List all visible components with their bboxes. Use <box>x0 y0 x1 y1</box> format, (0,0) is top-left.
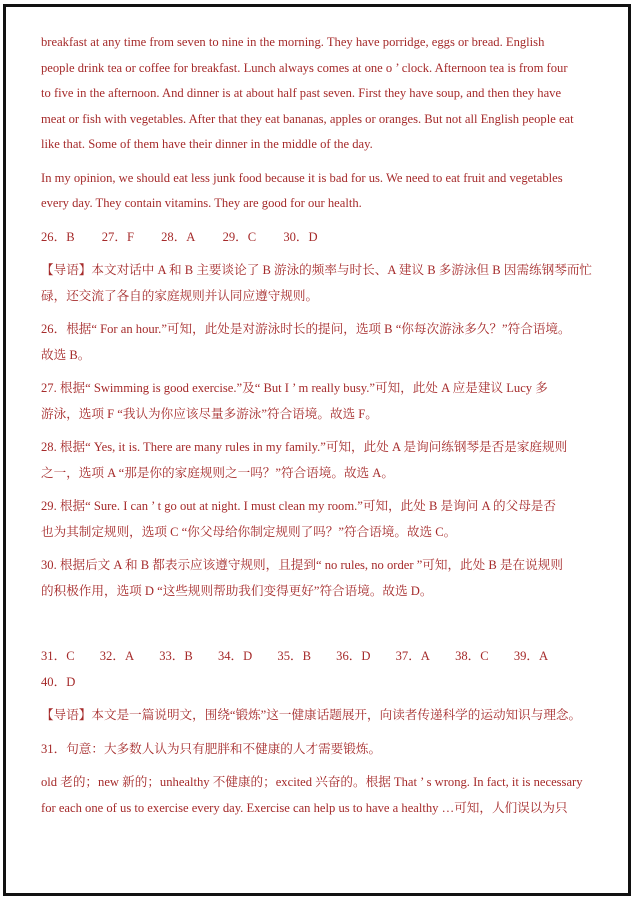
answer-item: 34．D <box>217 649 253 663</box>
document-body <box>41 30 609 821</box>
explanation-26 <box>41 317 609 368</box>
text-line: like that. Some of them have their dinner in the middle of the day. <box>41 137 373 151</box>
answer-item: 29．C <box>222 229 257 244</box>
text-line: 的积极作用，选项 D “这些规则帮助我们变得更好”符合语境。故选 D。 <box>41 583 433 598</box>
explanation-29 <box>41 494 609 545</box>
text-line: 游泳，选项 F “我认为你应该尽量多游泳”符合语境。故选 F。 <box>41 406 378 421</box>
text-line: for each one of us to exercise every day. Exercise can help us to have a healthy …可知，人们误以为只 <box>41 800 568 815</box>
answer-item: 39．A <box>513 649 549 663</box>
explanation-31 <box>41 770 609 821</box>
text-line: 28. 根据“ Yes, it is. There are many rules in my family.”可知，此处 A 是询问练钢琴是否是家庭规则 <box>41 440 568 454</box>
text-line: every day. They contain vitamins. They are good for our health. <box>41 196 362 210</box>
answer-item: 30．D <box>283 229 318 244</box>
answer-item: 31．C <box>41 649 75 663</box>
text-line: 27. 根据“ Swimming is good exercise.”及“ But I ’ m really busy.”可知，此处 A 应是建议 Lucy 多 <box>41 381 548 395</box>
text-line: meat or fish with vegetables. After that they eat bananas, apples or oranges. But not all English people eat <box>41 111 574 126</box>
answer-item: 33．B <box>159 649 193 663</box>
text-line: 碌，还交流了各自的家庭规则并认同应遵守规则。 <box>41 288 319 303</box>
answer-item: 40．D <box>41 674 76 689</box>
text-line: 【导语】本文对话中 A 和 B 主要谈论了 B 游泳的频率与时长、A 建议 B 多游泳但 B 因需练钢琴而忙 <box>41 263 593 277</box>
answer-item: 38．C <box>455 649 489 663</box>
explanation-27 <box>41 376 609 427</box>
text-line: 【导语】本文是一篇说明文，围绕“锻炼”这一健康话题展开，向读者传递科学的运动知识与理念。 <box>41 708 582 722</box>
text-line: 29. 根据“ Sure. I can ’ t go out at night. I must clean my room.”可知，此处 B 是询问 A 的父母是否 <box>41 499 556 513</box>
answer-key-26-30 <box>41 225 609 251</box>
text-line: to five in the afternoon. And dinner is at about half past seven. First they have soup, and then they have <box>41 86 562 100</box>
answer-item: 26．B <box>41 229 75 244</box>
guide-paragraph-1 <box>41 258 609 309</box>
explanation-30 <box>41 553 609 604</box>
answer-item: 28．A <box>161 229 196 244</box>
text-line: 26．根据“ For an hour.”可知，此处是对游泳时长的提问，选项 B “你每次游泳多久？”符合语境。 <box>41 322 571 336</box>
text-line: In my opinion, we should eat less junk food because it is bad for us. We need to eat fruit and vegetables <box>41 170 563 185</box>
answer-item: 32．A <box>99 649 135 663</box>
text-line: 也为其制定规则，选项 C “你父母给你制定规则了吗？”符合语境。故选 C。 <box>41 524 457 539</box>
answer-item: 35．B <box>277 649 311 663</box>
text-line: 30. 根据后文 A 和 B 都表示应该遵守规则，且提到“ no rules, no order ”可知，此处 B 是在说规则 <box>41 558 563 572</box>
passage-paragraph-2 <box>41 166 609 217</box>
answer-item: 37．A <box>395 649 430 663</box>
text-line: old 老的；new 新的；unhealthy 不健康的；excited 兴奋的。根据 That ’ s wrong. In fact, it is necessary <box>41 775 583 789</box>
text-line: 31．句意：大多数人认为只有肥胖和不健康的人才需要锻炼。 <box>41 741 382 756</box>
text-line: breakfast at any time from seven to nine in the morning. They have porridge, eggs or bread. English <box>41 35 545 49</box>
explanation-31-title <box>41 737 609 763</box>
text-line: 之一，选项 A “那是你的家庭规则之一吗？”符合语境。故选 A。 <box>41 465 394 480</box>
answer-key-31-40 <box>41 644 609 695</box>
text-line: people drink tea or coffee for breakfast. Lunch always comes at one o ’ clock. Afternoon tea is from four <box>41 60 568 75</box>
answer-item: 36．D <box>336 649 371 663</box>
guide-paragraph-2 <box>41 703 609 729</box>
answer-item: 27．F <box>101 229 134 244</box>
explanation-28 <box>41 435 609 486</box>
passage-paragraph-1 <box>41 30 609 158</box>
text-line: 故选 B。 <box>41 347 91 362</box>
